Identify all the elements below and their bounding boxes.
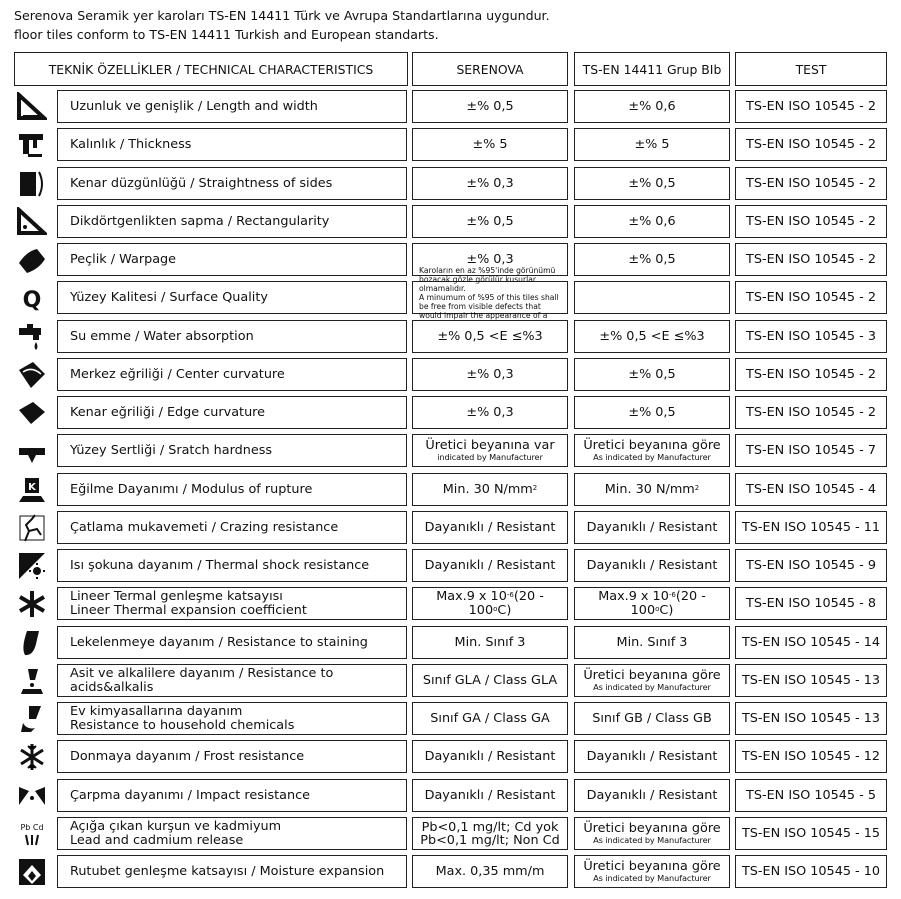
- test-method-cell: [735, 779, 887, 812]
- characteristic-label: Dikdörtgenlikten sapma / Rectangularity: [70, 213, 330, 229]
- test-method: TS-EN ISO 10545 - 2: [746, 175, 876, 191]
- serenova-value-wrap: [466, 253, 513, 267]
- standard-value: ±% 0,5: [628, 366, 676, 382]
- serenova-value-wrap: [437, 330, 542, 344]
- standard-value-cell: [574, 434, 730, 467]
- standard-value-cell: [574, 549, 730, 582]
- header-test-label: TEST: [795, 61, 827, 77]
- serenova-value: Dayanıklı / Resistant: [424, 748, 556, 764]
- standard-value-wrap: [617, 636, 688, 650]
- standard-value-part: Max.9 x 10: [598, 588, 669, 604]
- standard-value-cell: [574, 167, 730, 200]
- pb-cd-icon: [14, 817, 49, 850]
- serenova-exponent: 2: [532, 483, 538, 492]
- degree-sign: o: [655, 604, 660, 613]
- chemical-drop-icon: [14, 702, 49, 735]
- standard-value-sub: As indicated by Manufacturer: [593, 452, 711, 462]
- test-method: TS-EN ISO 10545 - 2: [746, 98, 876, 114]
- standard-value-cell: [574, 281, 730, 314]
- test-method: TS-EN ISO 10545 - 13: [741, 710, 881, 726]
- intro-text: [14, 6, 550, 44]
- characteristic-cell: [57, 855, 407, 888]
- standard-value-wrap: [587, 750, 718, 764]
- test-method-cell: [735, 740, 887, 773]
- serenova-value: Sınıf GA / Class GA: [430, 710, 550, 726]
- test-method: TS-EN ISO 10545 - 9: [746, 557, 876, 573]
- serenova-value-cell: [412, 358, 568, 391]
- impact-icon: [14, 779, 49, 812]
- characteristic-cell: [57, 320, 407, 353]
- test-method-cell: [735, 549, 887, 582]
- serenova-value-wrap: [466, 368, 513, 382]
- serenova-value-wrap: [436, 865, 545, 879]
- characteristic-line: Resistance to household chemicals: [70, 717, 295, 733]
- characteristic-label: Isı şokuna dayanım / Thermal shock resistance: [70, 557, 370, 573]
- staining-drop-icon: [14, 626, 49, 659]
- test-method: TS-EN ISO 10545 - 10: [741, 863, 881, 879]
- serenova-value: ±% 0,5: [466, 213, 514, 229]
- standard-value-wrap: [628, 177, 675, 191]
- svg-text:K: K: [27, 481, 36, 493]
- serenova-value-wrap: [423, 674, 557, 688]
- standard-value-cell: [574, 128, 730, 161]
- serenova-exponent: -6: [506, 590, 514, 599]
- serenova-value: ±% 0,3: [466, 175, 514, 191]
- characteristic-cell: [57, 817, 407, 850]
- header-serenova: [412, 52, 568, 86]
- standard-value-wrap: [605, 483, 699, 497]
- test-method: TS-EN ISO 10545 - 8: [746, 595, 876, 611]
- serenova-value-wrap: [425, 559, 556, 573]
- length-width-icon: [14, 90, 49, 123]
- thermal-shock-icon: [14, 549, 49, 582]
- serenova-value-sub: indicated by Manufacturer: [437, 452, 543, 462]
- standard-value: ±% 0,5: [628, 404, 676, 420]
- characteristic-line: Açığa çıkan kurşun ve kadmiyum: [70, 818, 282, 834]
- standard-exponent: -6: [668, 590, 676, 599]
- standard-exponent: 2: [694, 483, 700, 492]
- characteristic-label: Kalınlık / Thickness: [70, 136, 192, 152]
- test-method: TS-EN ISO 10545 - 2: [746, 136, 876, 152]
- standard-value-cell: [574, 320, 730, 353]
- serenova-value-cell: [412, 511, 568, 544]
- characteristic-label: Asit ve alkalilere dayanım / Resistance to acids&alkalis: [70, 665, 334, 695]
- characteristic-cell: [57, 205, 407, 238]
- test-method-cell: [735, 855, 887, 888]
- serenova-value-wrap: [466, 215, 513, 229]
- serenova-value-wrap: [466, 177, 513, 191]
- moisture-icon: [14, 855, 49, 888]
- characteristic-cell: [57, 281, 407, 314]
- standard-value: Dayanıklı / Resistant: [586, 519, 718, 535]
- serenova-value-cell: [412, 434, 568, 467]
- characteristic-line: Lineer Termal genleşme katsayısı: [70, 588, 283, 604]
- standard-value-cell: [574, 90, 730, 123]
- test-method: TS-EN ISO 10545 - 11: [741, 519, 881, 535]
- surface-quality-note-tr: Karoların en az %95'inde görünümü bozacak gözle görülür kusurlar olmamalıdır.: [419, 266, 556, 293]
- characteristic-cell: [57, 243, 407, 276]
- serenova-value: Dayanıklı / Resistant: [424, 787, 556, 803]
- serenova-value: ±% 5: [472, 136, 508, 152]
- serenova-value-wrap: [443, 483, 537, 497]
- standard-value-wrap: [587, 521, 718, 535]
- serenova-value-cell: [412, 702, 568, 735]
- serenova-value-wrap: [466, 100, 513, 114]
- serenova-value-cell: [412, 740, 568, 773]
- characteristic-cell: [57, 167, 407, 200]
- test-method-cell: [735, 167, 887, 200]
- characteristic-cell: [57, 511, 407, 544]
- serenova-value-line: Pb<0,1 mg/lt; Non Cd: [420, 832, 560, 848]
- standard-value: Min. Sınıf 3: [616, 634, 688, 650]
- snowflake-icon: [14, 740, 49, 773]
- standard-value-cell: [574, 817, 730, 850]
- test-method: TS-EN ISO 10545 - 3: [746, 328, 876, 344]
- serenova-value: Dayanıklı / Resistant: [424, 519, 556, 535]
- serenova-value: ±% 0,3: [466, 251, 514, 267]
- serenova-value: Min. 30 N/mm: [442, 481, 533, 497]
- standard-value-cell: [574, 396, 730, 429]
- serenova-value-cell: [412, 855, 568, 888]
- svg-text:Pb Cd: Pb Cd: [19, 822, 44, 832]
- characteristic-label: Lekelenmeye dayanım / Resistance to staining: [70, 634, 368, 650]
- degree-sign: o: [493, 604, 498, 613]
- header-characteristics: [14, 52, 408, 86]
- serenova-value-wrap: [425, 439, 554, 453]
- standard-value: ±% 0,5: [628, 175, 676, 191]
- standard-value: ±% 0,6: [628, 98, 676, 114]
- standard-value-cell: [574, 243, 730, 276]
- acid-drop-icon: [14, 664, 49, 697]
- thermal-expansion-icon: [14, 587, 49, 620]
- quality-q-icon: [14, 281, 49, 314]
- serenova-value-part: C): [497, 602, 512, 618]
- serenova-value-cell: [412, 817, 568, 850]
- test-method: TS-EN ISO 10545 - 4: [746, 481, 876, 497]
- serenova-value-cell: [412, 167, 568, 200]
- intro-line-tr: Serenova Seramik yer karoları TS-EN 14411 Türk ve Avrupa Standartlarına uygundur.: [14, 8, 550, 23]
- characteristic-label: Kenar düzgünlüğü / Straightness of sides: [70, 175, 333, 191]
- characteristic-label: Yüzey Sertliği / Sratch hardness: [70, 442, 273, 458]
- standard-value: Üretici beyanına göre: [583, 859, 721, 874]
- standard-value-wrap: [634, 138, 669, 152]
- standard-value-wrap: [599, 330, 704, 344]
- header-standard: [574, 52, 730, 86]
- serenova-value-cell: [412, 320, 568, 353]
- standard-value-cell: [574, 511, 730, 544]
- standard-value: ±% 0,6: [628, 213, 676, 229]
- test-method: TS-EN ISO 10545 - 2: [746, 251, 876, 267]
- serenova-value-part: (20 - 100: [468, 588, 544, 618]
- standard-value: Dayanıklı / Resistant: [586, 787, 718, 803]
- standard-value-wrap: [628, 100, 675, 114]
- characteristic-cell: [57, 664, 407, 697]
- standard-value-wrap: [583, 669, 720, 683]
- standard-value-sub: As indicated by Manufacturer: [593, 835, 711, 845]
- serenova-value: ±% 0,3: [466, 366, 514, 382]
- test-method-cell: [735, 434, 887, 467]
- standard-value-cell: [574, 740, 730, 773]
- standard-value: Üretici beyanına göre: [583, 668, 721, 683]
- test-method: TS-EN ISO 10545 - 2: [746, 366, 876, 382]
- header-serenova-label: SERENOVA: [456, 61, 524, 77]
- characteristic-cell: [57, 434, 407, 467]
- standard-value: Üretici beyanına göre: [583, 438, 721, 453]
- serenova-value-cell: [412, 266, 568, 320]
- serenova-value-cell: [412, 664, 568, 697]
- characteristic-label: [70, 705, 294, 733]
- standard-value-wrap: [628, 368, 675, 382]
- serenova-value-wrap: [425, 521, 556, 535]
- standard-value-cell: [574, 626, 730, 659]
- test-method-cell: [735, 358, 887, 391]
- characteristic-label: Çarpma dayanımı / Impact resistance: [70, 787, 310, 803]
- svg-text:Q: Q: [22, 287, 41, 313]
- characteristic-cell: [57, 358, 407, 391]
- test-method-cell: [735, 281, 887, 314]
- serenova-value: ±% 0,5: [466, 98, 514, 114]
- serenova-value: [413, 590, 567, 618]
- test-method-cell: [735, 587, 887, 620]
- test-method: TS-EN ISO 10545 - 12: [741, 748, 881, 764]
- serenova-value-cell: [412, 90, 568, 123]
- characteristic-label: Rutubet genleşme katsayısı / Moisture expansion: [70, 863, 385, 879]
- caliper-icon: [14, 128, 49, 161]
- standard-value-sub: As indicated by Manufacturer: [593, 873, 711, 883]
- serenova-value-cell: [412, 128, 568, 161]
- characteristic-cell: [57, 740, 407, 773]
- test-method: TS-EN ISO 10545 - 13: [741, 672, 881, 688]
- characteristic-label: Su emme / Water absorption: [70, 328, 254, 344]
- characteristic-label: [70, 820, 281, 848]
- standard-value-part: C): [659, 602, 674, 618]
- serenova-value: Min. Sınıf 3: [454, 634, 526, 650]
- rectangularity-icon: [14, 205, 49, 238]
- water-tap-icon: [14, 320, 49, 353]
- serenova-value-cell: [412, 626, 568, 659]
- surface-quality-note-en: A minumum of %95 of this tiles shall be free from visible defects that would impair the appearance of a: [419, 293, 559, 320]
- serenova-value-wrap: [425, 789, 556, 803]
- standard-value-cell: [574, 702, 730, 735]
- test-method-cell: [735, 205, 887, 238]
- standard-value-cell: [574, 664, 730, 697]
- characteristic-line: Ev kimyasallarına dayanım: [70, 703, 243, 719]
- standard-value: ±% 5: [634, 136, 670, 152]
- characteristic-label: Peçlik / Warpage: [70, 251, 177, 267]
- serenova-value-wrap: [430, 712, 549, 726]
- test-method-cell: [735, 320, 887, 353]
- characteristic-label: Kenar eğriliği / Edge curvature: [70, 404, 266, 420]
- test-method-cell: [735, 90, 887, 123]
- standard-value: Dayanıklı / Resistant: [586, 557, 718, 573]
- standard-value: Dayanıklı / Resistant: [586, 748, 718, 764]
- characteristic-cell: [57, 549, 407, 582]
- characteristic-line: Lead and cadmium release: [70, 832, 244, 848]
- serenova-value-cell: [412, 587, 568, 620]
- characteristic-cell: [57, 90, 407, 123]
- characteristic-cell: [57, 473, 407, 506]
- standard-value-cell: [574, 358, 730, 391]
- standard-value: ±% 0,5: [628, 251, 676, 267]
- serenova-value-cell: [412, 779, 568, 812]
- characteristic-cell: [57, 587, 407, 620]
- standard-value-wrap: [628, 253, 675, 267]
- standard-value-cell: [574, 473, 730, 506]
- characteristic-cell: [57, 128, 407, 161]
- characteristic-cell: [57, 626, 407, 659]
- test-method-cell: [735, 511, 887, 544]
- serenova-value-line: Pb<0,1 mg/lt; Cd yok: [421, 819, 559, 835]
- test-method-cell: [735, 664, 887, 697]
- standard-value-wrap: [587, 789, 718, 803]
- test-method: TS-EN ISO 10545 - 2: [746, 289, 876, 305]
- header-test: [735, 52, 887, 86]
- standard-value: Sınıf GB / Class GB: [592, 710, 712, 726]
- header-characteristics-label: TEKNİK ÖZELLİKLER / TECHNICAL CHARACTERISTICS: [48, 61, 374, 77]
- weight-k-icon: [14, 473, 49, 506]
- test-method: TS-EN ISO 10545 - 15: [741, 825, 881, 841]
- characteristic-label: Merkez eğriliği / Center curvature: [70, 366, 285, 382]
- serenova-value-wrap: [472, 138, 507, 152]
- test-method-cell: [735, 817, 887, 850]
- test-method: TS-EN ISO 10545 - 2: [746, 213, 876, 229]
- scratch-hardness-icon: [14, 434, 49, 467]
- warpage-icon: [14, 243, 49, 276]
- characteristic-cell: [57, 702, 407, 735]
- edge-curvature-icon: [14, 396, 49, 429]
- serenova-value-part: Max.9 x 10: [436, 588, 507, 604]
- center-curvature-icon: [14, 358, 49, 391]
- test-method-cell: [735, 702, 887, 735]
- standard-value-cell: [574, 855, 730, 888]
- serenova-value: ±% 0,3: [466, 404, 514, 420]
- test-method: TS-EN ISO 10545 - 7: [746, 442, 876, 458]
- standard-value-wrap: [583, 860, 720, 874]
- serenova-value-wrap: [466, 406, 513, 420]
- characteristic-label: Eğilme Dayanımı / Modulus of rupture: [70, 481, 313, 497]
- standard-value-wrap: [628, 406, 675, 420]
- characteristic-cell: [57, 779, 407, 812]
- serenova-value: Üretici beyanına var: [425, 438, 555, 453]
- serenova-value-wrap: [455, 636, 526, 650]
- test-method: TS-EN ISO 10545 - 14: [741, 634, 881, 650]
- serenova-value: Dayanıklı / Resistant: [424, 557, 556, 573]
- test-method-cell: [735, 243, 887, 276]
- standard-value: ±% 0,5 <E ≤%3: [599, 328, 705, 344]
- intro-line-en: floor tiles conform to TS-EN 14411 Turkish and European standarts.: [14, 27, 439, 42]
- characteristic-label: Uzunluk ve genişlik / Length and width: [70, 98, 318, 114]
- test-method-cell: [735, 396, 887, 429]
- test-method-cell: [735, 473, 887, 506]
- standard-value: Min. 30 N/mm: [604, 481, 695, 497]
- standard-value: Üretici beyanına göre: [583, 821, 721, 836]
- serenova-value-cell: [412, 473, 568, 506]
- standard-value: [575, 590, 729, 618]
- characteristic-cell: [57, 396, 407, 429]
- standard-value-wrap: [587, 559, 718, 573]
- characteristic-label: Donmaya dayanım / Frost resistance: [70, 748, 305, 764]
- standard-value-cell: [574, 205, 730, 238]
- serenova-value-cell: [412, 549, 568, 582]
- serenova-value-cell: [412, 205, 568, 238]
- standard-value-cell: [574, 779, 730, 812]
- characteristic-line: Lineer Thermal expansion coefficient: [70, 602, 307, 618]
- serenova-value: Sınıf GLA / Class GLA: [422, 672, 558, 688]
- test-method: TS-EN ISO 10545 - 5: [746, 787, 876, 803]
- standard-value-wrap: [583, 822, 720, 836]
- characteristic-label: Çatlama mukavemeti / Crazing resistance: [70, 519, 339, 535]
- serenova-value-wrap: [425, 750, 556, 764]
- standard-value-wrap: [628, 215, 675, 229]
- standard-value-part: (20 - 100: [630, 588, 706, 618]
- straightness-icon: [14, 167, 49, 200]
- serenova-value: Max. 0,35 mm/m: [435, 863, 545, 879]
- header-standard-label: TS-EN 14411 Grup BIb: [582, 61, 722, 77]
- characteristic-label: Yüzey Kalitesi / Surface Quality: [70, 289, 268, 305]
- serenova-value-cell: [412, 396, 568, 429]
- standard-value-cell: [574, 587, 730, 620]
- standard-value-sub: As indicated by Manufacturer: [593, 682, 711, 692]
- crazing-crack-icon: [14, 511, 49, 544]
- test-method: TS-EN ISO 10545 - 2: [746, 404, 876, 420]
- standard-value-wrap: [592, 712, 712, 726]
- standard-value-wrap: [583, 439, 720, 453]
- characteristic-label: [70, 590, 307, 618]
- test-method-cell: [735, 626, 887, 659]
- test-method-cell: [735, 128, 887, 161]
- serenova-value: ±% 0,5 <E ≤%3: [437, 328, 543, 344]
